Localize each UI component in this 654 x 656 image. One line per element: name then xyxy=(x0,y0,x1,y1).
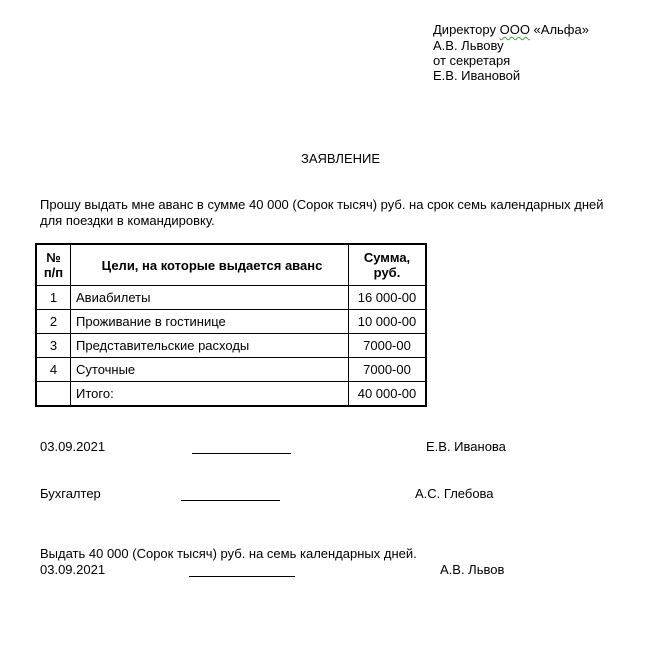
total-label: Итого: xyxy=(71,382,349,407)
accountant-signature-line xyxy=(181,488,280,504)
accountant-name: А.С. Глебова xyxy=(415,486,494,501)
row-sum: 7000-00 xyxy=(349,358,427,382)
row-purpose: Авиабилеты xyxy=(71,286,349,310)
table-header-row xyxy=(36,244,426,286)
total-num-empty xyxy=(36,382,71,407)
header-num-l2: п/п xyxy=(43,265,64,280)
header-company-name: «Альфа» xyxy=(529,22,589,37)
total-sum: 40 000-00 xyxy=(349,382,427,407)
accountant-label: Бухгалтер xyxy=(40,486,101,501)
header-sum xyxy=(349,244,427,286)
document-title: ЗАЯВЛЕНИЕ xyxy=(301,151,381,166)
row-num: 2 xyxy=(36,310,71,334)
header-from: от секретаря xyxy=(433,53,511,68)
resolution-signature-line xyxy=(189,564,295,580)
header-num xyxy=(36,244,71,286)
table-row xyxy=(36,286,426,310)
header-purpose: Цели, на которые выдается аванс xyxy=(71,244,349,286)
resolution-text: Выдать 40 000 (Сорок тысяч) руб. на семь календарных дней. xyxy=(40,546,417,561)
header-sum-l1: Сумма, xyxy=(363,250,411,265)
table-row xyxy=(36,358,426,382)
table-total-row xyxy=(36,382,426,407)
resolution-name: А.В. Львов xyxy=(440,562,505,577)
table-row xyxy=(36,310,426,334)
advance-table xyxy=(35,243,427,407)
header-company-abbr: ООО xyxy=(499,22,530,37)
header-addressee-prefix: Директору xyxy=(433,22,500,37)
row-sum: 10 000-00 xyxy=(349,310,427,334)
row-num: 1 xyxy=(36,286,71,310)
resolution-date: 03.09.2021 xyxy=(40,562,106,577)
applicant-date: 03.09.2021 xyxy=(40,439,106,454)
applicant-signature-line xyxy=(192,441,291,457)
table-row xyxy=(36,334,426,358)
header-addressee xyxy=(433,22,589,37)
header-director-name: А.В. Львову xyxy=(433,38,504,53)
row-purpose: Проживание в гостинице xyxy=(71,310,349,334)
row-sum: 16 000-00 xyxy=(349,286,427,310)
row-purpose: Суточные xyxy=(71,358,349,382)
row-num: 4 xyxy=(36,358,71,382)
header-sum-l2: руб. xyxy=(373,265,401,280)
row-purpose: Представительские расходы xyxy=(71,334,349,358)
applicant-name: Е.В. Иванова xyxy=(426,439,506,454)
request-text-line1: Прошу выдать мне аванс в сумме 40 000 (Сорок тысяч) руб. на срок семь календарных дней xyxy=(40,197,604,212)
row-sum: 7000-00 xyxy=(349,334,427,358)
header-sender-name: Е.В. Ивановой xyxy=(433,68,521,83)
header-num-l1: № xyxy=(46,250,61,265)
row-num: 3 xyxy=(36,334,71,358)
request-text-line2: для поездки в командировку. xyxy=(40,213,215,228)
